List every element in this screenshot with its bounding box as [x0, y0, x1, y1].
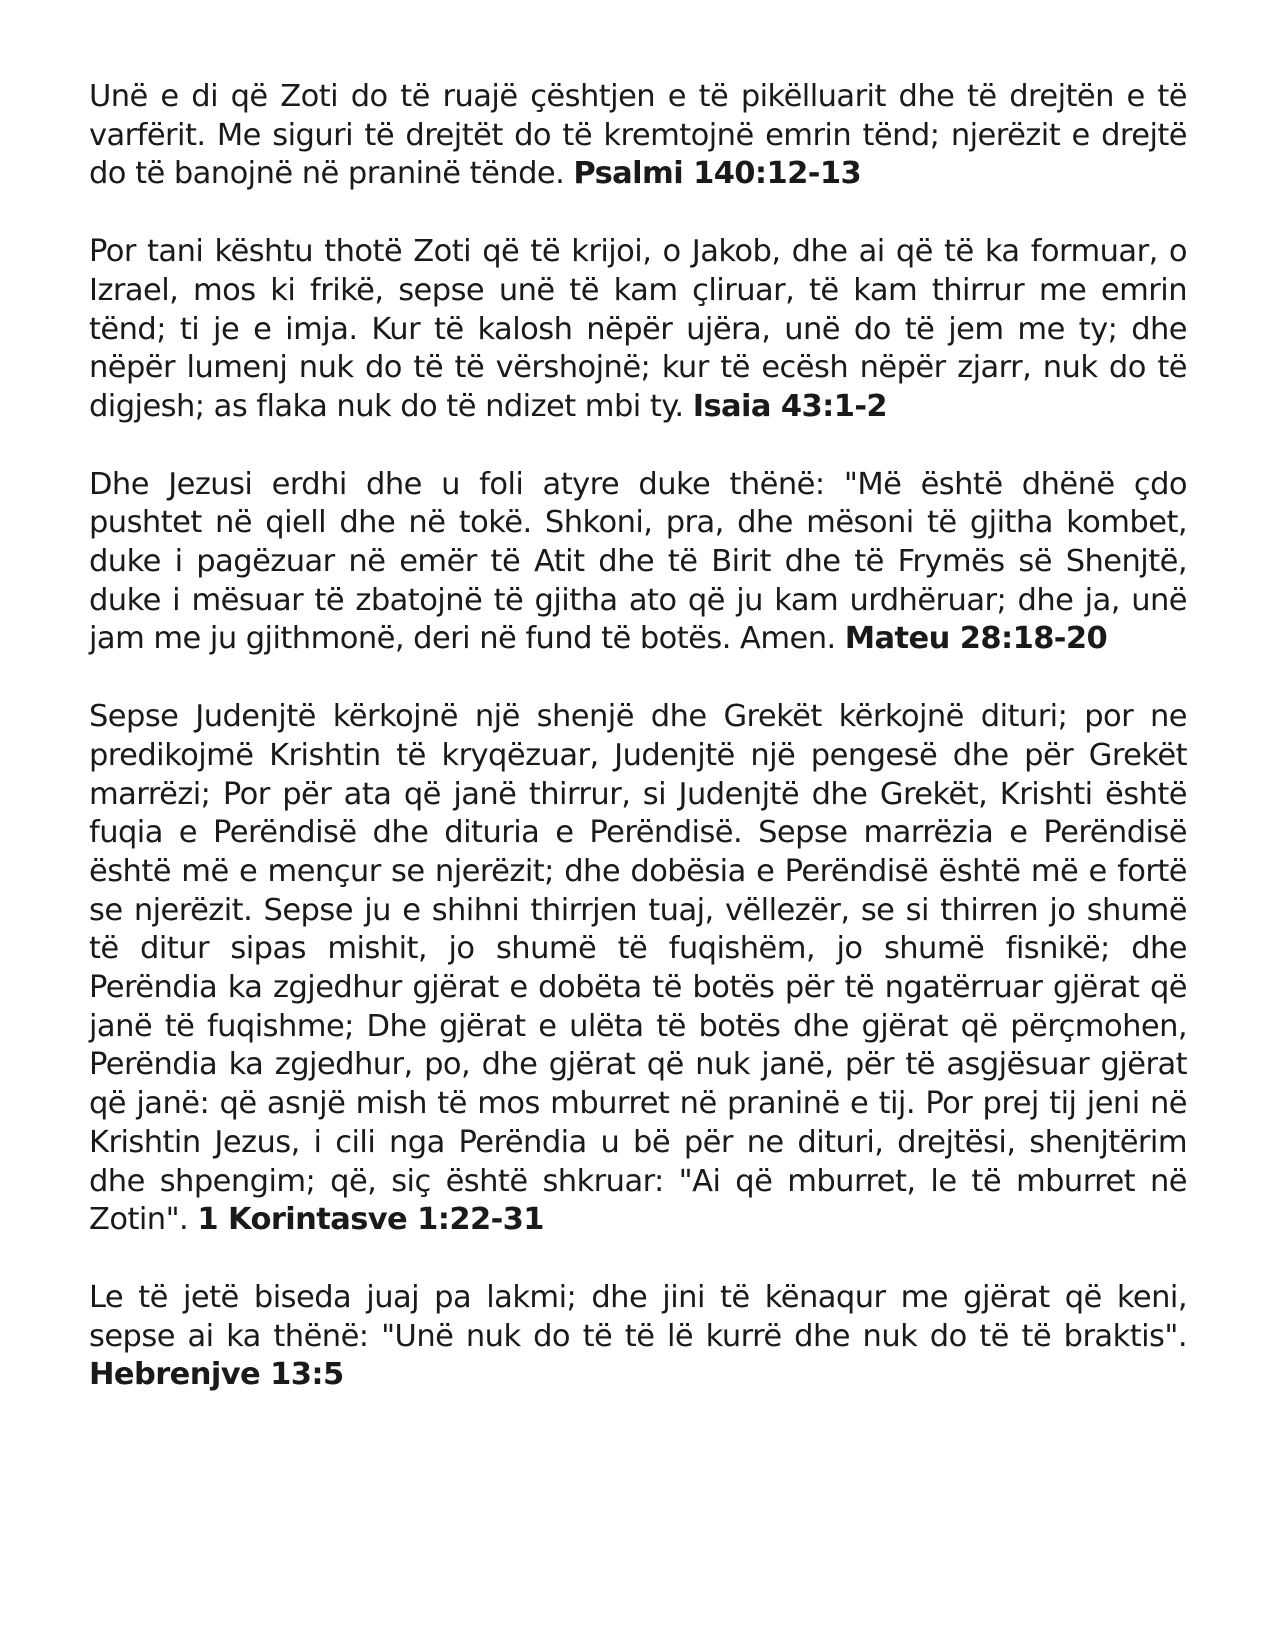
verse-paragraph	[89, 233, 1187, 427]
verse-text: Le të jetë biseda juaj pa lakmi; dhe jini të kënaqur me gjërat që keni, sepse ai ka thënë: "Unë nuk do të të lë kurrë dhe nuk do të të braktis".	[89, 1279, 1187, 1354]
verse-reference: Isaia 43:1-2	[692, 388, 888, 424]
verse-paragraph	[89, 1279, 1187, 1395]
scripture-page	[89, 78, 1187, 1434]
verse-reference: Psalmi 140:12-13	[573, 156, 862, 192]
verse-text: Dhe Jezusi erdhi dhe u foli atyre duke thënë: "Më është dhënë çdo pushtet në qiell dhe në tokë. Shkoni, pra, dhe mësoni të gjitha kombet, duke i pagëzuar në emër të Atit dhe të Birit dhe të Frymës së Shenjtë, duke i mësuar të zbatojnë të gjitha ato që ju kam urdhëruar; dhe ja, unë jam me ju gjithmonë, deri në fund të botës. Amen.	[89, 466, 1187, 657]
verse-text: Por tani kështu thotë Zoti që të krijoi, o Jakob, dhe ai që të ka formuar, o Izrael, mos ki frikë, sepse unë të kam çliruar, të kam thirrur me emrin tënd; ti je e imja. Kur të kalosh nëpër ujëra, unë do të jem me ty; dhe nëpër lumenj nuk do të të vërshojnë; kur të ecësh nëpër zjarr, nuk do të digjesh; as flaka nuk do të ndizet mbi ty.	[89, 234, 1187, 424]
verse-reference: Mateu 28:18-20	[844, 621, 1108, 657]
verse-text: Unë e di që Zoti do të ruajë çështjen e të pikëlluarit dhe të drejtën e të varfërit. Me siguri të drejtët do të kremtojnë emrin tënd; njerëzit e drejtë do të banojnë në praninë tënde.	[89, 79, 1187, 192]
verse-paragraph	[89, 698, 1187, 1240]
verse-paragraph	[89, 78, 1187, 194]
verse-text: Sepse Judenjtë kërkojnë një shenjë dhe Grekët kërkojnë dituri; por ne predikojmë Krishtin të kryqëzuar, Judenjtë një pengesë dhe për Grekët marrëzi; Por për ata që janë thirrur, si Judenjtë dhe Grekët, Krishti është fuqia e Perëndisë dhe dituria e Perëndisë. Sepse marrëzia e Perëndisë është më e mençur se njerëzit; dhe dobësia e Perëndisë është më e fortë se njerëzit. Sepse ju e shihni thirrjen tuaj, vëllezër, se si thirren jo shumë të ditur sipas mishit, jo shumë të fuqishëm, jo shumë fisnikë; dhe Perëndia ka zgjedhur gjërat e dobëta të botës për të ngatërruar gjërat që janë të fuqishme; Dhe gjërat e ulëta të botës dhe gjërat që përçmohen, Perëndia ka zgjedhur, po, dhe gjërat që nuk janë, për të asgjësuar gjërat që janë: që asnjë mish të mos mburret në praninë e tij. Por prej tij jeni në Krishtin Jezus, i cili nga Perëndia u bë për ne dituri, drejtësi, shenjtërim dhe shpengim; që, siç është shkruar: "Ai që mburret, le të mburret në Zotin".	[89, 699, 1187, 1238]
verse-reference: Hebrenjve 13:5	[89, 1357, 344, 1393]
verse-paragraph	[89, 466, 1187, 660]
verse-reference: 1 Korintasve 1:22-31	[197, 1202, 544, 1238]
